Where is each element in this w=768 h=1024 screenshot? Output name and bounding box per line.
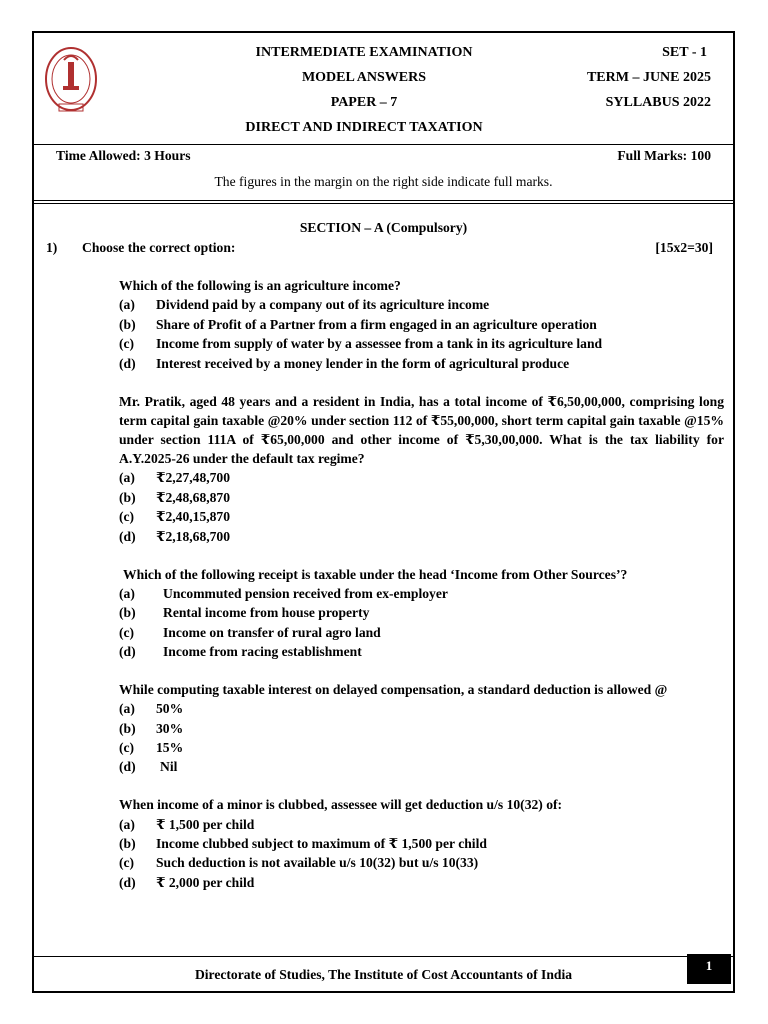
option-label: (c) (119, 855, 135, 870)
question-marks: [15x2=30] (655, 240, 713, 255)
question-text: Which of the following is an agriculture income? (119, 278, 401, 293)
option-label: (a) (119, 470, 135, 485)
option-text: Income from racing establishment (163, 644, 362, 659)
exam-info (34, 145, 733, 201)
option-text: Income on transfer of rural agro land (163, 625, 381, 640)
option-label: (b) (119, 605, 136, 620)
model-answers-title: MODEL ANSWERS (301, 70, 427, 85)
option-text: Income clubbed subject to maximum of ₹ 1,500 per child (156, 836, 487, 851)
option-label: (c) (119, 740, 135, 755)
question-text: Mr. Pratik, aged 48 years and a resident in India, has a total income of ₹6,50,00,000, comprising long term capital gain taxable @20% under section 112 of ₹55,00,000, short term capital gain taxable @15% under section 111A of ₹65,00,000 and other income of ₹5,30,00,000. What is the tax liability for A.Y.2025-26 under the default tax regime? (119, 394, 724, 466)
page-footer (34, 956, 733, 993)
question-text: When income of a minor is clubbed, assessee will get deduction u/s 10(32) of: (119, 797, 563, 812)
option-label: (d) (119, 529, 136, 544)
option-text: Such deduction is not available u/s 10(32) but u/s 10(33) (156, 855, 479, 870)
option-text: Share of Profit of a Partner from a firm engaged in an agriculture operation (156, 317, 597, 332)
time-allowed: Time Allowed: 3 Hours (56, 148, 191, 163)
option-label: (d) (119, 875, 136, 890)
option-label: (d) (119, 759, 136, 774)
option-text: Dividend paid by a company out of its agriculture income (156, 297, 490, 312)
marks-note: The figures in the margin on the right side indicate full marks. (214, 174, 553, 189)
option-label: (c) (119, 336, 135, 351)
question-text: Which of the following receipt is taxable under the head ‘Income from Other Sources’? (123, 567, 628, 582)
option-text: Rental income from house property (163, 605, 370, 620)
option-text: Nil (160, 759, 178, 774)
option-label: (a) (119, 701, 135, 716)
question-number: 1) (46, 240, 58, 255)
option-text: ₹ 2,000 per child (156, 875, 255, 890)
option-text: Interest received by a money lender in the form of agricultural produce (156, 356, 570, 371)
option-label: (a) (119, 817, 135, 832)
option-text: ₹2,18,68,700 (156, 529, 231, 544)
option-text: 50% (156, 701, 184, 716)
option-label: (a) (119, 297, 135, 312)
term-label: TERM – JUNE 2025 (586, 70, 711, 85)
option-label: (c) (119, 509, 135, 524)
option-text: ₹2,27,48,700 (156, 470, 231, 485)
option-label: (d) (119, 644, 136, 659)
page-header (34, 33, 733, 145)
option-text: Uncommuted pension received from ex-employer (163, 586, 448, 601)
exam-title: INTERMEDIATE EXAMINATION (255, 45, 473, 60)
paper-number: PAPER – 7 (330, 95, 398, 110)
section-title: SECTION – A (Compulsory) (299, 220, 468, 235)
option-label: (b) (119, 317, 136, 332)
question-text: While computing taxable interest on delayed compensation, a standard deduction is allowed @ (119, 682, 668, 697)
question-instruction: Choose the correct option: (82, 240, 236, 255)
footer-text: Directorate of Studies, The Institute of Cost Accountants of India (194, 967, 573, 982)
option-label: (b) (119, 721, 136, 736)
paper-title: DIRECT AND INDIRECT TAXATION (245, 120, 483, 135)
full-marks: Full Marks: 100 (617, 148, 711, 163)
option-text: ₹2,48,68,870 (156, 490, 231, 505)
option-text: ₹ 1,500 per child (156, 817, 255, 832)
option-text: 15% (156, 740, 184, 755)
option-label: (b) (119, 490, 136, 505)
option-label: (c) (119, 625, 135, 640)
exam-page (32, 31, 735, 993)
option-label: (b) (119, 836, 136, 851)
option-label: (a) (119, 586, 135, 601)
institute-logo-icon (44, 46, 98, 116)
set-label: SET - 1 (662, 45, 707, 60)
divider (34, 203, 733, 206)
page-number: 1 (687, 954, 731, 984)
option-text: ₹2,40,15,870 (156, 509, 231, 524)
syllabus-label: SYLLABUS 2022 (605, 95, 711, 110)
option-text: 30% (156, 721, 184, 736)
option-text: Income from supply of water by a assessee from a tank in its agriculture land (156, 336, 603, 351)
option-label: (d) (119, 356, 136, 371)
